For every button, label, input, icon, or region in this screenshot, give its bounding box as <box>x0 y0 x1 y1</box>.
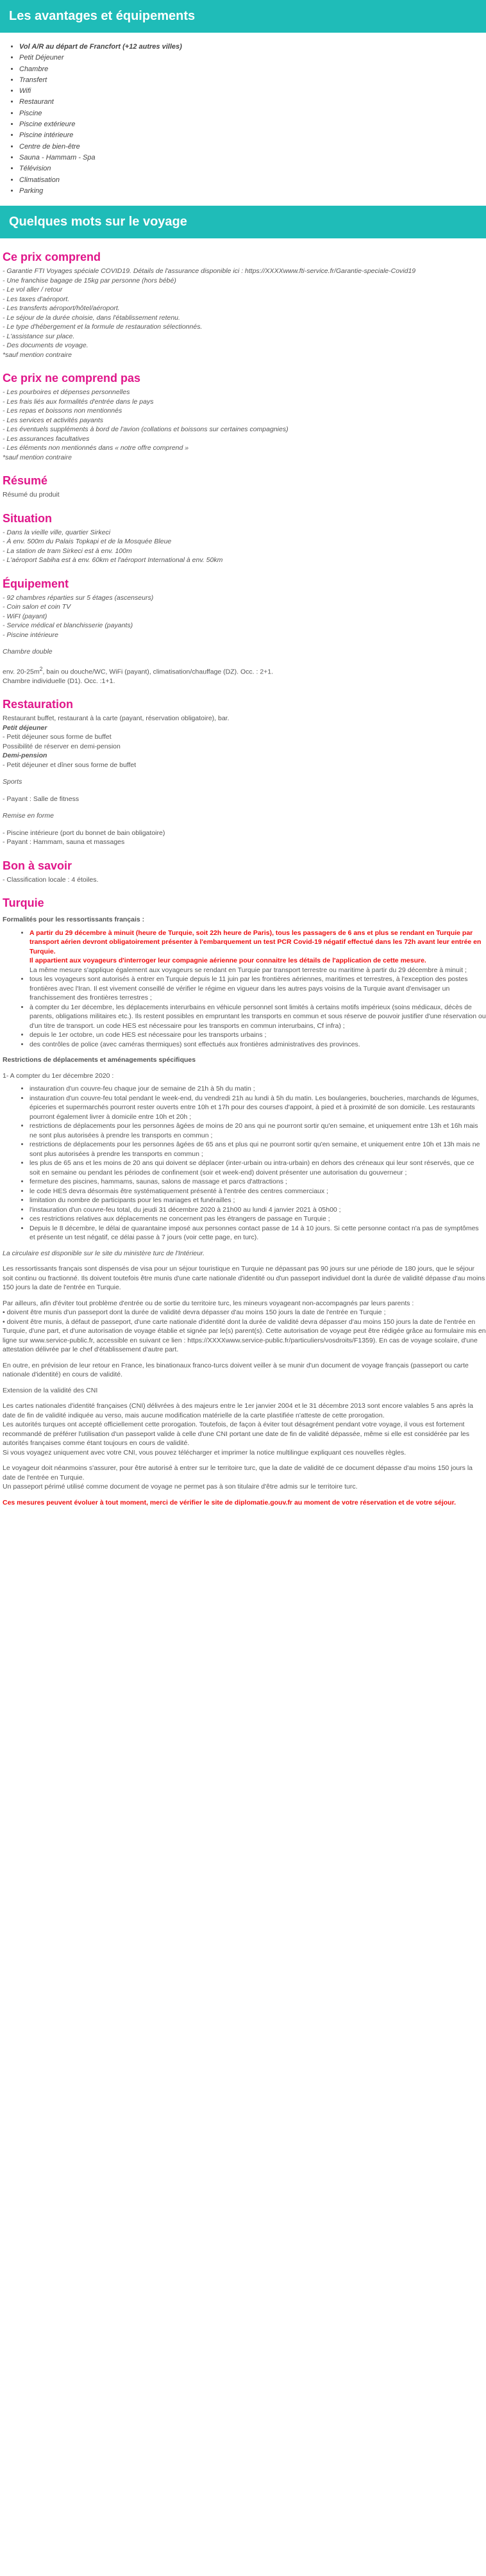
price-includes-line: *sauf mention contraire <box>3 351 72 359</box>
equipment-section <box>0 577 486 686</box>
list-item: • Wifi <box>19 86 486 97</box>
list-item: • Petit Déjeuner <box>19 53 486 63</box>
half-board-text: - Petit déjeuner et dîner sous forme de buffet <box>3 761 137 769</box>
binational-paragraph: En outre, en prévision de leur retour en France, les binationaux franco-turcs doivent veiller à se munir d'un document de voyage français (passeport ou carte nationale d'identité) en cours de validité. <box>3 1361 469 1379</box>
location-line: - Dans la vieille ville, quartier Sirkeci <box>3 528 111 536</box>
good-to-know-text: - Classification locale : 4 étoiles. <box>3 875 99 884</box>
list-item: • instauration d'un couvre-feu chaque jour de semaine de 21h à 5h du matin ; <box>29 1084 486 1094</box>
minors-passport: • doivent être munis d'un passeport dont la durée de validité devra dépasser d'au moins 150 jours la date de l'entrée en Turquie ; <box>3 1309 386 1317</box>
fitness-label: Remise en forme <box>3 812 54 820</box>
restaurant-title: Restauration <box>3 698 74 711</box>
room-heading: Chambre double <box>3 648 53 656</box>
price-includes-line: - Les transferts aéroport/hôtel/aéroport. <box>3 304 120 313</box>
advantages-header <box>0 0 486 33</box>
list-item: • Parking <box>19 186 486 197</box>
cni-extension-title: Extension de la validité des CNI <box>3 1386 98 1394</box>
price-excludes-line: - Les éventuels suppléments à bord de l'avion (collations et boissons sur certaines compagnies) <box>3 425 289 434</box>
good-to-know-section <box>0 859 486 885</box>
price-excludes-line: - Les services et activités payants <box>3 416 103 424</box>
circular-note: La circulaire est disponible sur le site du ministère turc de l'Intérieur. <box>3 1249 205 1257</box>
info-title: Quelques mots sur le voyage <box>9 215 187 229</box>
location-line: - La station de tram Sirkeci est à env. 100m <box>3 547 132 555</box>
list-item: • Chambre <box>19 64 486 75</box>
list-item: • instauration d'un couvre-feu total pendant le week-end, du vendredi 21h au lundi à 5h du matin. Les boulangeries, boucheries, marchands de légumes, épiceries et supermarchés pourront rester ouverts entre 10h et 17h pour des courses d'appoint, à pied et à proximité de son domicile. Les restaurants pourront également livrer à domicile entre 10h et 20h ; <box>29 1094 486 1122</box>
price-includes-section <box>0 250 486 359</box>
restrictions-list <box>3 1084 486 1243</box>
list-item <box>29 929 486 975</box>
list-item: • Piscine extérieure <box>19 119 486 130</box>
equipment-line: - Piscine intérieure <box>3 631 58 639</box>
price-includes-title: Ce prix comprend <box>3 251 101 264</box>
list-item: • ces restrictions relatives aux déplacements ne concernent pas les étrangers de passage en Turquie ; <box>29 1214 486 1224</box>
list-item: • Vol A/R au départ de Francfort (+12 autres villes) <box>19 42 486 53</box>
land-sea-note: La même mesure s'applique également aux voyageurs se rendant en Turquie par transport terrestre ou maritime à partir du 29 décembre à minuit ; <box>29 966 467 974</box>
list-item: • restrictions de déplacements pour les personnes âgées de 65 ans et plus qui ne pourront sortir qu'en semaine, et uniquement entre 10h et 13h mais ne sont plus autorisées à prendre les transports en commun ; <box>29 1140 486 1159</box>
price-excludes-section <box>0 371 486 462</box>
fitness-line: - Piscine intérieure (port du bonnet de bain obligatoire) <box>3 829 165 837</box>
price-excludes-line: *sauf mention contraire <box>3 453 72 461</box>
restrictions-date: 1- A compter du 1er décembre 2020 : <box>3 1071 114 1080</box>
list-item: • Piscine intérieure <box>19 130 486 141</box>
half-board-reserve: Possibilité de réserver en demi-pension <box>3 742 121 750</box>
breakfast-text: - Petit déjeuner sous forme de buffet <box>3 733 112 741</box>
equipment-line: - Service médical et blanchisserie (payants) <box>3 622 133 630</box>
price-includes-line: - Des documents de voyage. <box>3 342 88 350</box>
list-item: • des contrôles de police (avec caméras thermiques) sont effectués aux frontières administratives des provinces. <box>29 1040 486 1050</box>
equipment-line: - WiFI (payant) <box>3 612 47 620</box>
sports-text: - Payant : Salle de fitness <box>3 795 80 803</box>
location-section <box>0 511 486 565</box>
price-includes-line: - Le type d'hébergement et la formule de restauration sélectionnés. <box>3 323 203 331</box>
formalities-list <box>3 929 486 1050</box>
summary-text: Résumé du produit <box>3 491 60 499</box>
room-description <box>3 665 486 677</box>
price-includes-line: - Une franchise bagage de 15kg par personne (hors bébé) <box>3 276 176 285</box>
list-item: • l'instauration d'un couvre-feu total, du jeudi 31 décembre 2020 à 21h00 au lundi 4 janvier 2021 à 05h00 ; <box>29 1205 486 1215</box>
expired-passport-paragraph: Un passeport périmé utilisé comme document de voyage ne permet pas à son titulaire d'être admis sur le territoire turc. <box>3 1483 358 1491</box>
list-item: • restrictions de déplacements pour les personnes âgées de moins de 20 ans qui ne pourront sortir qu'en semaine, et uniquement entre 13h et 16h mais ne sont plus autorisées à prendre les transports en commun ; <box>29 1121 486 1140</box>
list-item: • tous les voyageurs sont autorisés à entrer en Turquie depuis le 11 juin par les frontières aériennes, maritimes et terrestres, à l'exception des postes frontières avec l'Iran. Il est vivement conseillé de vérifier le régime en vigueur dans les autres pays voisins de la Turquie avant d'envisager un franchissement des frontières terrestres ; <box>29 975 486 1003</box>
list-item: • à compter du 1er décembre, les déplacements interurbains en véhicule personnel sont limités à certains motifs impérieux (soins médicaux, décès de parents, obligations militaires etc.). Ils restent possibles en empruntant les transports en commun et sous réserve de pouvoir justifier d'une réservation ou d'un titre de transport. un code HES est nécessaire pour les transports en commun interurbains, Cf infra) ; <box>29 1003 486 1031</box>
validity-paragraph: Le voyageur doit néanmoins s'assurer, pour être autorisé à entrer sur le territoire turc, que la date de validité de ce document dépasse d'au moins 150 jours la date de l'entrée en Turquie. <box>3 1464 473 1482</box>
price-includes-line: - Le vol aller / retour <box>3 286 63 294</box>
list-item: • le code HES devra désormais être systématiquement présenté à l'entrée des centres commerciaux ; <box>29 1187 486 1196</box>
turkey-section <box>0 896 486 1507</box>
list-item: • Centre de bien-être <box>19 142 486 153</box>
cni-paragraph: Les cartes nationales d'identité françaises (CNI) délivrées à des majeurs entre le 1er janvier 2004 et le 31 décembre 2013 sont encore valables 5 ans après la date de fin de validité indiquée au verso, mais aucune modification matérielle de la carte plastifiée n'atteste de cette prorogation. <box>3 1402 473 1419</box>
formalities-title: Formalités pour les ressortissants français : <box>3 916 145 924</box>
room-single: Chambre individuelle (D1). Occ. :1+1. <box>3 677 115 685</box>
sports-label: Sports <box>3 778 22 786</box>
room-text-b: , bain ou douche/WC, WiFi (payant), climatisation/chauffage (DZ). Occ. : 2+1. <box>42 668 274 676</box>
list-item: • Télévision <box>19 163 486 174</box>
equipment-title: Équipement <box>3 577 69 590</box>
price-includes-line: - L'assistance sur place. <box>3 332 75 340</box>
room-sup: 2 <box>39 665 43 672</box>
breakfast-label: Petit déjeuner <box>3 723 47 732</box>
list-item: • fermeture des piscines, hammams, saunas, salons de massage et parcs d'attractions ; <box>29 1177 486 1187</box>
info-header <box>0 206 486 238</box>
location-title: Situation <box>3 511 52 525</box>
list-item: • depuis le 1er octobre, un code HES est nécessaire pour les transports urbains ; <box>29 1030 486 1040</box>
restaurant-intro: Restaurant buffet, restaurant à la carte (payant, réservation obligatoire), bar. <box>3 714 230 723</box>
equipment-line: - Coin salon et coin TV <box>3 603 71 611</box>
price-excludes-line: - Les repas et boissons non mentionnés <box>3 407 122 415</box>
minors-id-card: • doivent être munis, à défaut de passeport, d'une carte nationale d'identité dont la durée de validité devra dépasser d'au moins 150 jours la date de l'entrée en Turquie, d'une part, et d'une autorisation de voyage établie et signée par le(s) parent(s). Cette autorisation de voyage peut être rédigée grâce au formulaire mis en ligne sur www.service-public.fr, accessible en suivant ce lien : https://XXXXwww.service-public.fr/particuliers/vosdroits/F1359). En cas de voyage scolaire, d'une attestation délivrée par le chef d'établissement d'autre part. <box>3 1317 486 1354</box>
fitness-line: - Payant : Hammam, sauna et massages <box>3 838 125 846</box>
price-excludes-line: - Les éléments non mentionnés dans « notre offre comprend » <box>3 444 189 452</box>
notice-paragraph: Si vous voyagez uniquement avec votre CNI, vous pouvez télécharger et imprimer la notice multilingue expliquant ces nouvelles règles. <box>3 1448 406 1457</box>
price-includes-line: - Les taxes d'aéroport. <box>3 295 70 303</box>
authorities-paragraph: Les autorités turques ont accepté officiellement cette prorogation. Toutefois, de façon à éviter tout désagrément pendant votre voyage, il vous est fortement recommandé de préférer l'utilisation d'un passeport valide à celle d'une CNI portant une date de fin de validité dépassée, même si elle est considérée par les autorités françaises comme étant toujours en cours de validité. <box>3 1421 470 1448</box>
restrictions-title: Restrictions de déplacements et aménagements spécifiques <box>3 1056 196 1064</box>
airline-warning: Il appartient aux voyageurs d'interroger leur compagnie aérienne pour connaitre les détails de l'application de cette mesure. <box>29 957 426 965</box>
final-warning: Ces mesures peuvent évoluer à tout moment, merci de vérifier le site de diplomatie.gouv.fr au moment de votre réservation et de votre séjour. <box>3 1498 457 1507</box>
location-line: - À env. 500m du Palais Topkapi et de la Mosquée Bleue <box>3 538 172 546</box>
summary-title: Résumé <box>3 474 48 488</box>
list-item: • Transfert <box>19 75 486 86</box>
list-item: • Depuis le 8 décembre, le délai de quarantaine imposé aux personnes contact passe de 14 à 10 jours. Si cette personne contact n'a pas de symptômes et présente un test négatif, ce délai passe à 7 jours (voir cette page, en turc). <box>29 1224 486 1243</box>
equipment-line: - 92 chambres réparties sur 5 étages (ascenseurs) <box>3 593 154 602</box>
list-item: • Sauna - Hammam - Spa <box>19 153 486 163</box>
price-excludes-title: Ce prix ne comprend pas <box>3 372 141 385</box>
list-item: • limitation du nombre de participants pour les mariages et funérailles ; <box>29 1196 486 1205</box>
visa-paragraph: Les ressortissants français sont dispensés de visa pour un séjour touristique en Turquie ne dépassant pas 90 jours sur une période de 180 jours, que le séjour soit continu ou fractionné. Ils doivent toutefois être munis d'une carte nationale d'identité ou d'un passeport individuel dont la durée de validité dépasse d'au moins 150 jours la date de l'entrée en Turquie. <box>3 1265 485 1292</box>
half-board-label: Demi-pension <box>3 752 47 760</box>
location-line: - L'aéroport Sabiha est à env. 60km et l'aéroport International à env. 50km <box>3 556 223 565</box>
summary-section <box>0 474 486 500</box>
price-includes-line: - Garantie FTI Voyages spéciale COVID19. Détails de l'assurance disponible ici : https://XXXXwww.fti-service.fr/Garantie-speciale-Covid19 <box>3 267 416 276</box>
price-excludes-line: - Les assurances facultatives <box>3 434 90 443</box>
list-item: • les plus de 65 ans et les moins de 20 ans qui doivent se déplacer (inter-urbain ou intra-urbain) en dehors des créneaux qui leur sont réservés, que ce soit en semaine ou pendant les périodes de confinement (soir et week-end) doivent présenter une autorisation du gouverneur ; <box>29 1159 486 1177</box>
advantages-title: Les avantages et équipements <box>9 9 196 23</box>
turkey-title: Turquie <box>3 896 44 910</box>
pcr-warning: A partir du 29 décembre à minuit (heure de Turquie, soit 22h heure de Paris), tous les passagers de 6 ans et plus se rendant en Turquie par transport aérien devront obligatoirement présenter à l'embarquement un test PCR Covid-19 négatif effectué dans les 72h avant leur entrée en Turquie. <box>29 929 482 955</box>
minors-paragraph: Par ailleurs, afin d'éviter tout problème d'entrée ou de sortie du territoire turc, les mineurs voyageant non-accompagnés par leurs parents : <box>3 1299 414 1307</box>
restaurant-section <box>0 697 486 847</box>
price-excludes-line: - Les pourboires et dépenses personnelles <box>3 388 130 397</box>
price-includes-line: - Le séjour de la durée choisie, dans l'établissement retenu. <box>3 313 180 322</box>
list-item: • Piscine <box>19 108 486 119</box>
room-text-a: env. 20-25m <box>3 668 40 676</box>
advantages-list <box>0 42 486 197</box>
list-item: • Restaurant <box>19 97 486 108</box>
good-to-know-title: Bon à savoir <box>3 859 72 872</box>
price-excludes-line: - Les frais liés aux formalités d'entrée dans le pays <box>3 397 154 406</box>
list-item: • Climatisation <box>19 175 486 186</box>
